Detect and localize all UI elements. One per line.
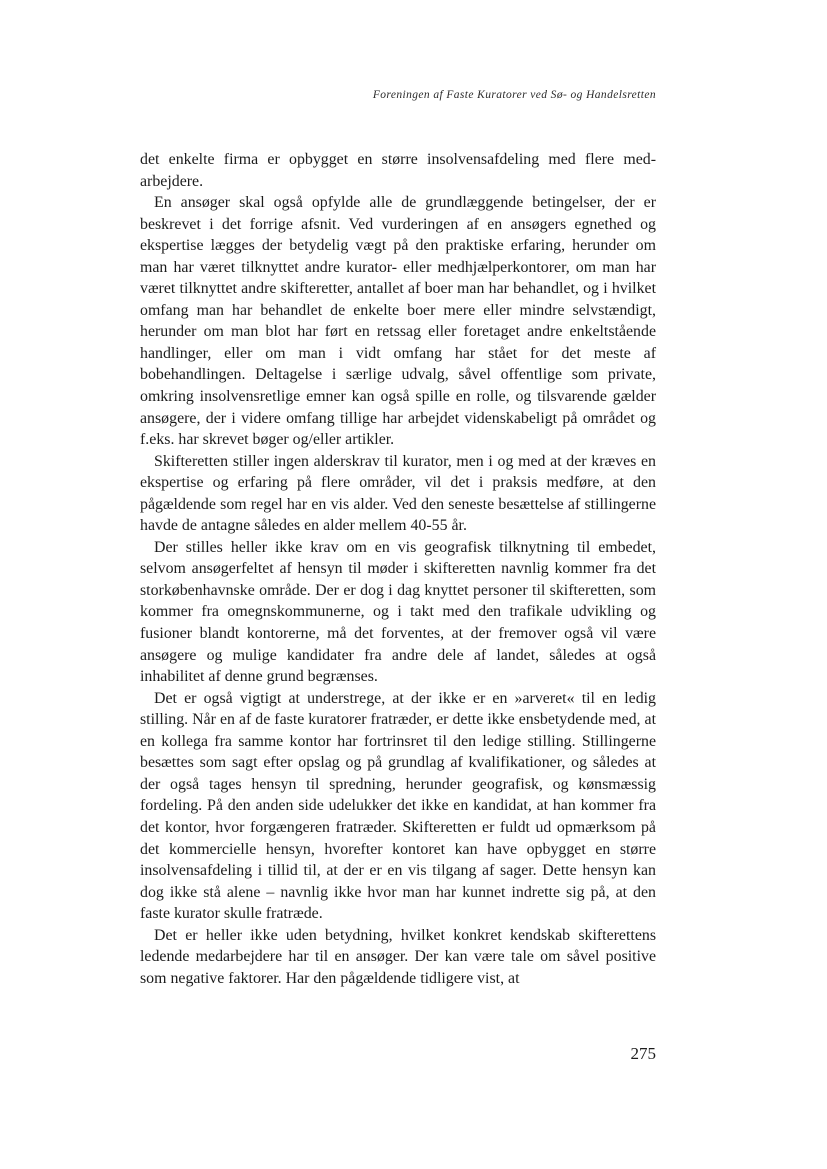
paragraph-no-inheritance-right: Det er også vigtigt at understrege, at der ikke er en »arveret« til en ledig stilling. Når en af de faste kuratorer fratræder, er dette ikke ensbetydende med, at en kollega fra samme kontor har fortrinsret til den ledige stilling. Stillingerne besættes som sagt efter opslag og på grundlag af kvalifikationer, og således at der også tages hensyn til spredning, herunder geografisk, og kønsmæssig fordeling. På den anden side udelukker det ikke en kandidat, at han kommer fra det kontor, hvor forgængeren fratræder. Skifteretten er fuldt ud opmærksom på det kommercielle hensyn, hvorefter kontoret kan have opbygget en større insolvensafdeling i tillid til, at der er en vis tilgang af sager. Dette hensyn kan dog ikke stå alene – navnlig ikke hvor man har kunnet indrette sig på, at den faste kurator skulle fratræde. <box>140 689 656 923</box>
paragraph-age-requirements: Skifteretten stiller ingen alderskrav til kurator, men i og med at der kræves en ekspertise og erfaring på flere områder, vil det i praksis medføre, at den pågældende som regel har en vis alder. Ved den seneste besættelse af stillingerne havde de antagne således en alder mellem 40-55 år. <box>140 452 656 535</box>
body-text <box>140 149 656 989</box>
paragraph-applicant-requirements: En ansøger skal også opfylde alle de grundlæggende betingelser, der er beskrevet i det forrige afsnit. Ved vurderingen af en ansøgers egnethed og ekspertise lægges der betydelig vægt på den praktiske erfaring, herunder om man har været tilknyttet andre kurator- eller medhjælperkontorer, om man har været tilknyttet andre skifteretter, antallet af boer man har behandlet, og i hvilket omfang man har behandlet de enkelte boer mere eller mindre selvstændigt, herunder om man blot har ført en retssag eller foretaget andre enkeltstående handlinger, eller om man i vidt omfang har stået for det meste af bobehandlingen. Deltagelse i særlige udvalg, såvel offentlige som private, omkring insolvensretlige emner kan også spille en rolle, og tilsvarende gælder ansøgere, der i videre omfang tillige har arbejdet videnskabeligt på området og f.eks. har skrevet bøger og/eller artikler. <box>140 194 656 449</box>
running-header: Foreningen af Faste Kuratorer ved Sø- og Handelsretten <box>372 89 656 101</box>
page-number: 275 <box>630 1044 656 1063</box>
paragraph-geographic-affiliation: Der stilles heller ikke krav om en vis geografisk tilknytning til embedet, selvom ansøgerfeltet af hensyn til møder i skifteretten navnlig kommer fra det storkøbenhavnske område. Der er dog i dag knyttet personer til skifteretten, som kommer fra omegnskommunerne, og i takt med den trafikale udvikling og fusioner blandt kontorerne, må det forventes, at der fremover også vil være ansøgere og mulige kandidater fra andre dele af landet, således at også inhabilitet af denne grund begrænses. <box>140 538 656 686</box>
paragraph-court-knowledge: Det er heller ikke uden betydning, hvilket konkret kendskab skifterettens ledende medarbejdere har til en ansøger. Der kan være tale om såvel positive som negative faktorer. Har den pågældende tidligere vist, at <box>140 926 656 987</box>
paragraph-continued: det enkelte firma er opbygget en større insolvensafdeling med flere medarbejdere. <box>140 151 656 190</box>
